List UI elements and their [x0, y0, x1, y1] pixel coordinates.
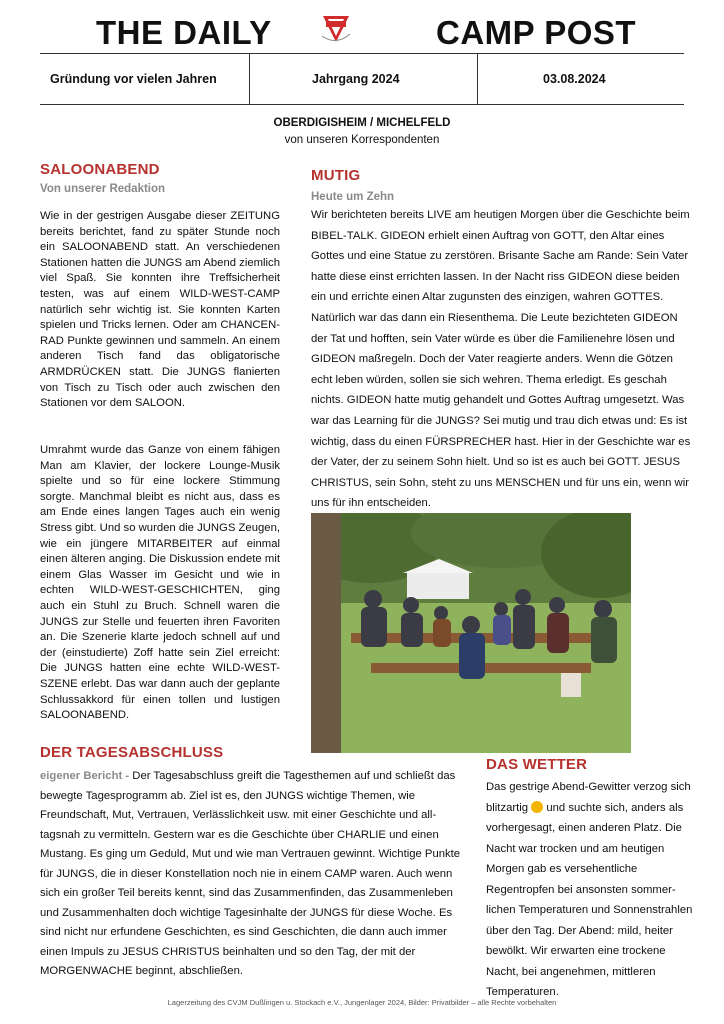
info-bar-divider	[40, 104, 684, 105]
footer-credits: Lagerzeitung des CVJM Dußlingen u. Stockach e.V., Jungenlager 2024, Bilder: Privatbilder – alle Rechte vorbehalten	[167, 998, 557, 1007]
tagesabschluss-kicker: eigener Bericht -	[40, 770, 130, 782]
masthead-title-left: THE DAILY	[96, 14, 272, 51]
cvjm-logo-icon	[318, 12, 354, 46]
dateline-byline: von unseren Korrespondenten	[284, 134, 440, 146]
mutig-headline: MUTIG	[311, 167, 361, 184]
smiley-icon	[531, 801, 543, 813]
info-divider-2	[477, 54, 478, 104]
saloon-paragraph-1: Wie in der gestrigen Ausgabe dieser ZEITUNG bereits berichtet, fand zu später Stunde noch ein SALOONABEND statt. An verschiedenen Stationen hatten die JUNGS am Abend ziemlich viel Spaß. Sie konnten ihre Treffsicherheit testen, was auf einem WILD-WEST-CAMP natürlich sehr wichtig ist. Sie konnten Karten spielen und Tricks lernen. Oder am CHANCEN-RAD Punkte gewinnen und sammeln. An einem anderen Tisch fand das obligatorische ARMDRÜCKEN statt. Die JUNGS flanierten von Tisch zu Tisch oder auch zwischen den Stationen vor dem SALOON.	[40, 210, 280, 410]
mutig-kicker: Heute um Zehn	[311, 191, 395, 203]
founding-note: Gründung vor vielen Jahren	[50, 72, 217, 86]
mutig-body: Wir berichteten bereits LIVE am heutigen Morgen über die Geschichte beim BIBEL-TALK. GIDEON erhielt einen Auftrag von GOTT, den Altar eines Gottes und eine Statue zu zerstören. Brisante Sache am Rande: Sein Vater hatte diese einst errichten lassen. In der Nacht riss GIDEON diese beiden ein und errichte einen Altar zugunsten des einzigen, wahren GOTTES. Natürlich war das dann ein Riesenthema. Die Leute bezichteten GIDEON der Tat und hofften, sein Vater würde es über die Familienehre lösen und GIDEON maßregeln. Doch der Vater reagierte anders. Wenn die Götzen echt leben würden, sollen sie sich wehren. Thema erledigt. Es geschah nichts. GIDEON hatte mutig gehandelt und Gottes Auftrag umgesetzt. Was war das Learning für die JUNGS? Sei mutig und trau dich etwas und: Es ist wichtig, dass du einen FÜRSPRECHER hast. Hier in der Geschichte war es der Vater, der zu seinem Sohn hielt. Und so ist es auch bei GOTT. JESUS CHRISTUS, sein Sohn, steht zu uns MENSCHEN und für uns ein, wenn wir uns für ihn entscheiden.	[311, 209, 691, 510]
wetter-text-before: Das gestrige Abend-Gewitter verzog sich blitzartig	[486, 781, 691, 814]
wetter-headline: DAS WETTER	[486, 756, 588, 773]
masthead-divider	[40, 53, 684, 54]
tagesabschluss-text: Der Tagesabschluss greift die Tagesthemen auf und schließt das bewegte Tagesprogramm ab. Ziel ist es, den JUNGS wichtige Themen, wie Freundschaft, Mut, Vertrauen, Verlässlichkeit usw. mit einer Geschichte und alltagsnah zu vermitteln. Gestern war es die Geschichte über CHARLIE und einen Mustang. Es ging um Geduld, Mut und wie man Vertrauen gewinnt. Wichtige Punkte für JUNGS, die in dieser Konstellation noch nie in einem CAMP waren. Auch wenn sich ein großer Teil bereits kennt, sind das Zusammenfinden, das Zusammenleben und Zusammenhalten doch wichtige Tagesinhalte der JUNGS für diese Woche. Es sind nicht nur erfundene Geschichten, es sind Geschichten, die dann auch immer einen Impuls zu JESUS CHRISTUS beinhalten und so den Tag, der mit der MORGENWACHE beginnt, abschließen.	[40, 770, 461, 977]
camp-photo	[311, 513, 631, 753]
tagesabschluss-body	[40, 767, 468, 982]
wetter-text-after: und suchte sich, anders als vorhergesagt, einen anderen Platz. Die Nacht war trocken und am heutigen Morgen gab es versehentliche Regentropfen bei ansonsten sommerlichen Temperaturen und Sonnenstrahlen über den Tag. Der Abend: mild, heiter bewölkt. Wir erwarten eine trockene Nacht, bei angenehmen, mittleren Temperaturen.	[486, 801, 693, 998]
saloon-paragraph-2: Umrahmt wurde das Ganze von einem fähigen Man am Klavier, der lockere Lounge-Musik spielte und so für eine lockere Stimmung sorgte. Manchmal bleibt es nicht aus, dass es am Ende eines langen Tages auch ein wenig Stress gibt. Und so wurden die JUNGS Zeugen, wie ein jüngere MITARBEITER auf einmal einen älteren anging. Die Diskussion endete mit einem Glas Wasser im Gesicht und wie in echten WILD-WEST-GESCHICHTEN, ging auch ein Stuhl zu Bruch. Schnell waren die JUNGS zur Stelle und feuerten ihren Favoriten an. Die Szenerie klarte jedoch schnell auf und der (einstudierte) Zoff hatte sein Ziel erreicht: Die JUNGS hatten eine echte WILD-WEST-SZENE erlebt. Das war dann auch der geplante Schlussakkord für einen tollen und lustigen SALOONABEND.	[40, 444, 280, 722]
issue-date: 03.08.2024	[543, 72, 606, 86]
saloon-kicker: Von unserer Redaktion	[40, 183, 166, 195]
tagesabschluss-headline: DER TAGESABSCHLUSS	[40, 744, 224, 761]
wetter-body	[486, 777, 698, 1003]
masthead-title-right: CAMP POST	[436, 14, 637, 51]
info-divider-1	[249, 54, 250, 104]
saloon-headline: SALOONABEND	[40, 161, 160, 178]
masthead	[40, 12, 684, 52]
volume-label: Jahrgang 2024	[312, 72, 400, 86]
dateline-place: OBERDIGISHEIM / MICHELFELD	[273, 117, 451, 129]
